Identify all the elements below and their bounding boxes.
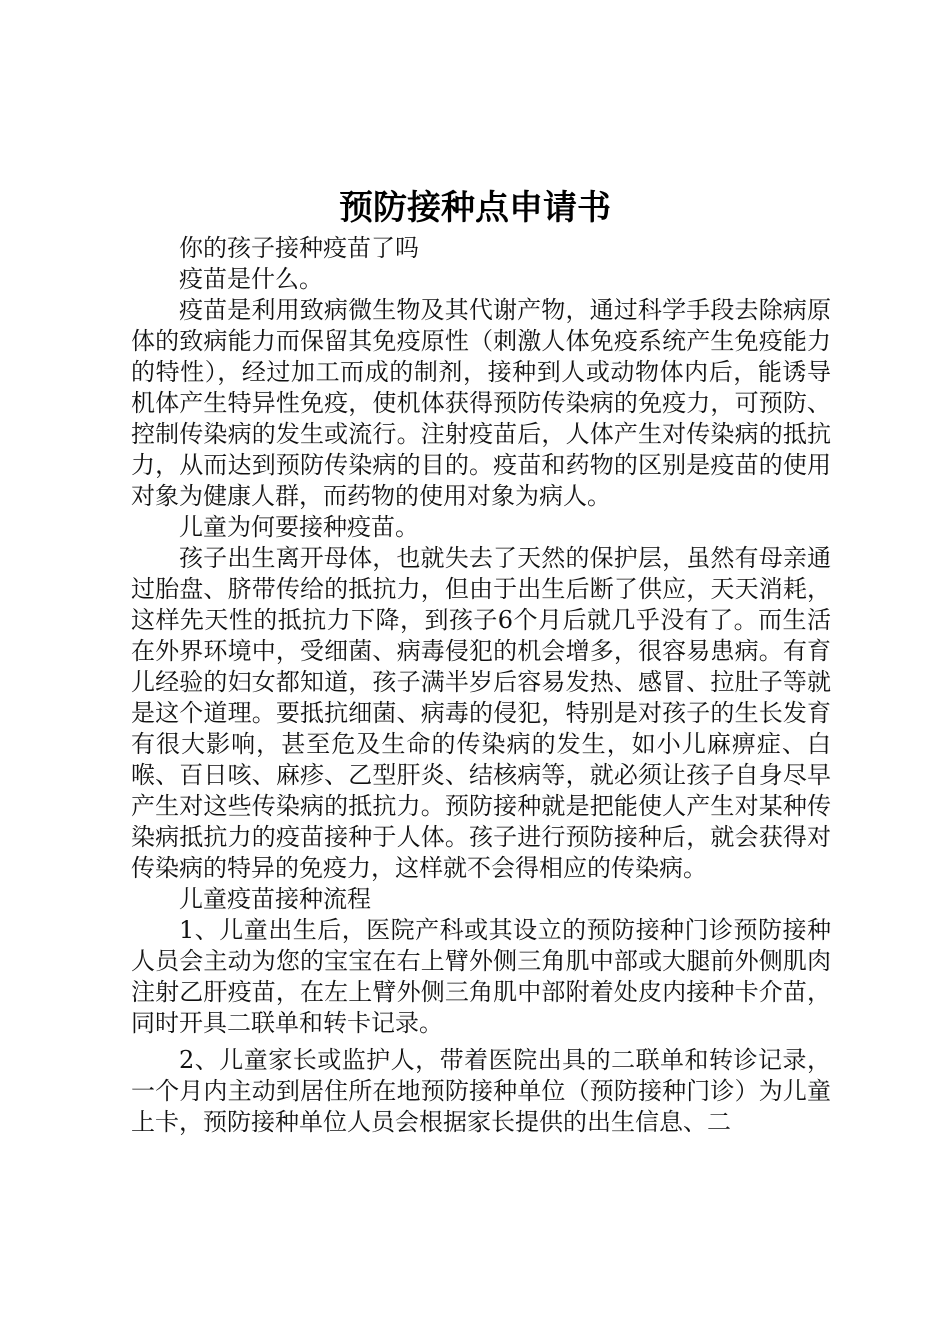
paragraph-heading-process: 儿童疫苗接种流程 [179, 885, 371, 913]
paragraph-vaccine-definition: 疫苗是利用致病微生物及其代谢产物，通过科学手段去除病原体的致病能力而保留其免疫原性（刺激人体免疫系统产生免疫能力的特性），经过加工而成的制剂，接种到人或动物体内后，能诱导机体产生特异性免疫，使机体获得预防传染病的免疫力，可预防、控制传染病的发生或流行。注射疫苗后，人体产生对传染病的抵抗力，从而达到预防传染病的目的。疫苗和药物的区别是疫苗的使用对象为健康人群，而药物的使用对象为病人。 [131, 296, 831, 510]
paragraph-heading-why-vaccinate: 儿童为何要接种疫苗。 [179, 513, 419, 541]
paragraph-heading-what-is-vaccine: 疫苗是什么。 [179, 265, 323, 293]
paragraph-question: 你的孩子接种疫苗了吗 [179, 234, 419, 262]
document-body [131, 233, 831, 1138]
paragraph-why-vaccinate: 孩子出生离开母体，也就失去了天然的保护层，虽然有母亲通过胎盘、脐带传给的抵抗力，但由于出生后断了供应，天天消耗，这样先天性的抵抗力下降，到孩子6个月后就几乎没有了。而生活在外界环境中，受细菌、病毒侵犯的机会增多，很容易患病。有育儿经验的妇女都知道，孩子满半岁后容易发热、感冒、拉肚子等就是这个道理。要抵抗细菌、病毒的侵犯，特别是对孩子的生长发育有很大影响，甚至危及生命的传染病的发生，如小儿麻痹症、白喉、百日咳、麻疹、乙型肝炎、结核病等，就必须让孩子自身尽早产生对这些传染病的抵抗力。预防接种就是把能使人产生对某种传染病抵抗力的疫苗接种于人体。孩子进行预防接种后，就会获得对传染病的特异的免疫力，这样就不会得相应的传染病。 [131, 544, 831, 882]
paragraph-process-step-1: 1、儿童出生后，医院产科或其设立的预防接种门诊预防接种人员会主动为您的宝宝在右上臂外侧三角肌中部或大腿前外侧肌肉注射乙肝疫苗，在左上臂外侧三角肌中部附着处皮内接种卡介苗，同时开具二联单和转卡记录。 [131, 916, 831, 1037]
document-title: 预防接种点申请书 [339, 188, 611, 228]
paragraph-process-step-2: 2、儿童家长或监护人，带着医院出具的二联单和转诊记录，一个月内主动到居住所在地预防接种单位（预防接种门诊）为儿童上卡，预防接种单位人员会根据家长提供的出生信息、二 [131, 1046, 831, 1136]
